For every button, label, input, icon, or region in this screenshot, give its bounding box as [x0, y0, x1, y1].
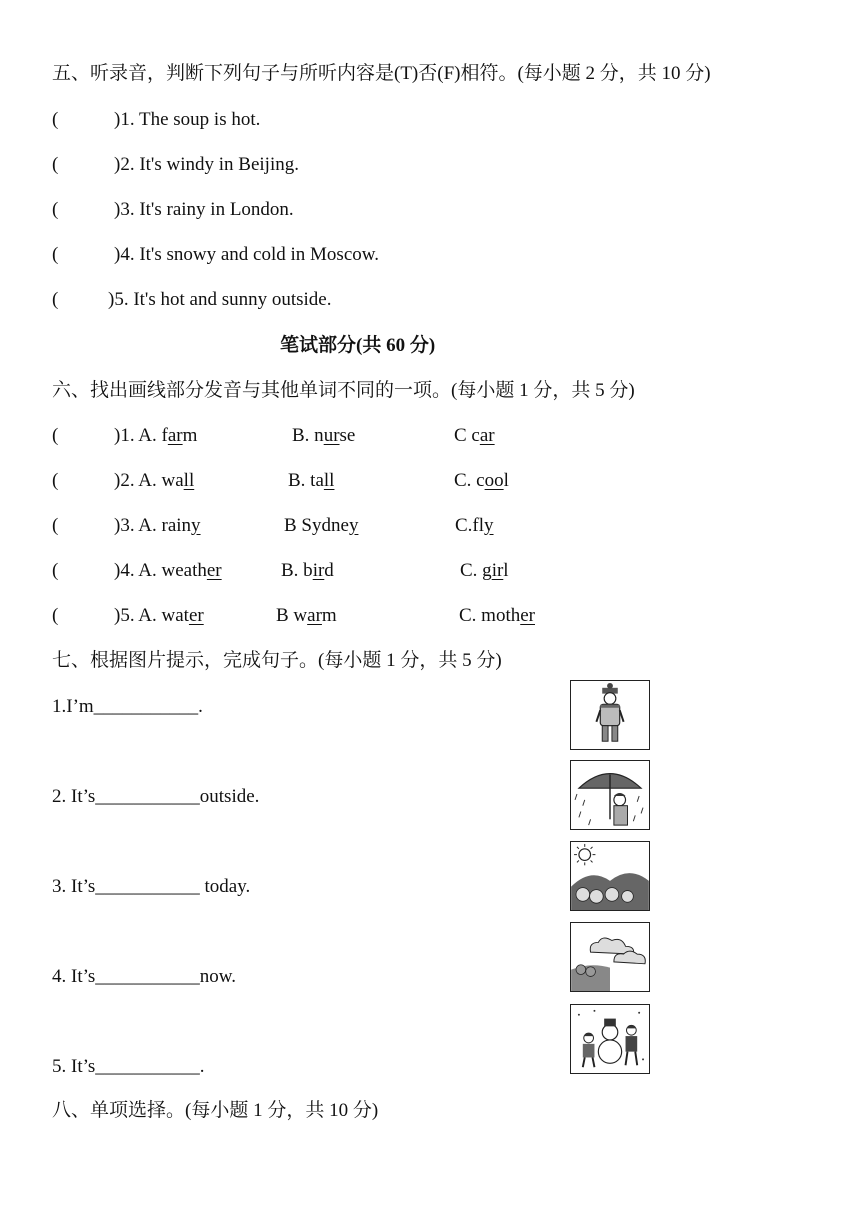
cloudy-landscape-icon [570, 922, 650, 992]
phonics-item-2: ( )2. A. wall B. tall C. cool [52, 470, 509, 491]
cold-child-icon [570, 680, 650, 750]
option-c: C. girl [460, 560, 509, 581]
fill-blank-sentence-3[interactable]: 3. It’s___________ today. [52, 876, 251, 897]
fill-blank-sentence-2[interactable]: 2. It’s___________outside. [52, 786, 260, 807]
answer-paren[interactable]: ( [52, 605, 59, 626]
fill-blank-sentence-1[interactable]: 1.I’m___________. [52, 696, 203, 717]
umbrella-rain-icon [570, 760, 650, 830]
option-b: B warm [276, 605, 337, 626]
answer-paren[interactable]: ( [52, 470, 59, 491]
section-5-title: 五、听录音，判断下列句子与所听内容是(T)否(F)相符。(每小题 2 分，共 10 分) [52, 63, 711, 84]
fill-blank-sentence-5[interactable]: 5. It’s___________. [52, 1056, 205, 1077]
true-false-item-1: ( )1. The soup is hot. [52, 109, 261, 130]
answer-paren[interactable]: ( [52, 199, 59, 220]
written-part-header: 笔试部分(共 60 分) [280, 335, 436, 356]
snowman-children-icon [570, 1004, 650, 1074]
option-c: C.fly [455, 515, 494, 536]
option-c: C car [454, 425, 495, 446]
option-b: B Sydney [284, 515, 359, 536]
true-false-item-4: ( )4. It's snowy and cold in Moscow. [52, 244, 379, 265]
option-b: B. nurse [292, 425, 356, 446]
answer-paren[interactable]: ( [52, 560, 59, 581]
answer-paren[interactable]: ( [52, 425, 59, 446]
answer-paren[interactable]: ( [52, 154, 59, 175]
section-7-title: 七、根据图片提示，完成句子。(每小题 1 分，共 5 分) [52, 650, 502, 671]
sun-landscape-icon [570, 841, 650, 911]
option-c: C. cool [454, 470, 509, 491]
option-b: B. tall [288, 470, 335, 491]
phonics-item-1: ( )1. A. farm B. nurse C car [52, 425, 495, 446]
phonics-item-3: ( )3. A. rainy B Sydney C.fly [52, 515, 494, 536]
answer-paren[interactable]: ( [52, 244, 59, 265]
answer-paren[interactable]: ( [52, 515, 59, 536]
true-false-item-3: ( )3. It's rainy in London. [52, 199, 294, 220]
true-false-item-5: ( )5. It's hot and sunny outside. [52, 289, 332, 310]
option-b: B. bird [281, 560, 334, 581]
answer-paren[interactable]: ( [52, 289, 59, 310]
option-c: C. mother [459, 605, 535, 626]
fill-blank-sentence-4[interactable]: 4. It’s___________now. [52, 966, 237, 987]
section-8-title: 八、单项选择。(每小题 1 分，共 10 分) [52, 1100, 379, 1121]
answer-paren[interactable]: ( [52, 109, 59, 130]
true-false-item-2: ( )2. It's windy in Beijing. [52, 154, 299, 175]
section-6-title: 六、找出画线部分发音与其他单词不同的一项。(每小题 1 分，共 5 分) [52, 380, 635, 401]
phonics-item-5: ( )5. A. water B warm C. mother [52, 605, 535, 626]
phonics-item-4: ( )4. A. weather B. bird C. girl [52, 560, 509, 581]
